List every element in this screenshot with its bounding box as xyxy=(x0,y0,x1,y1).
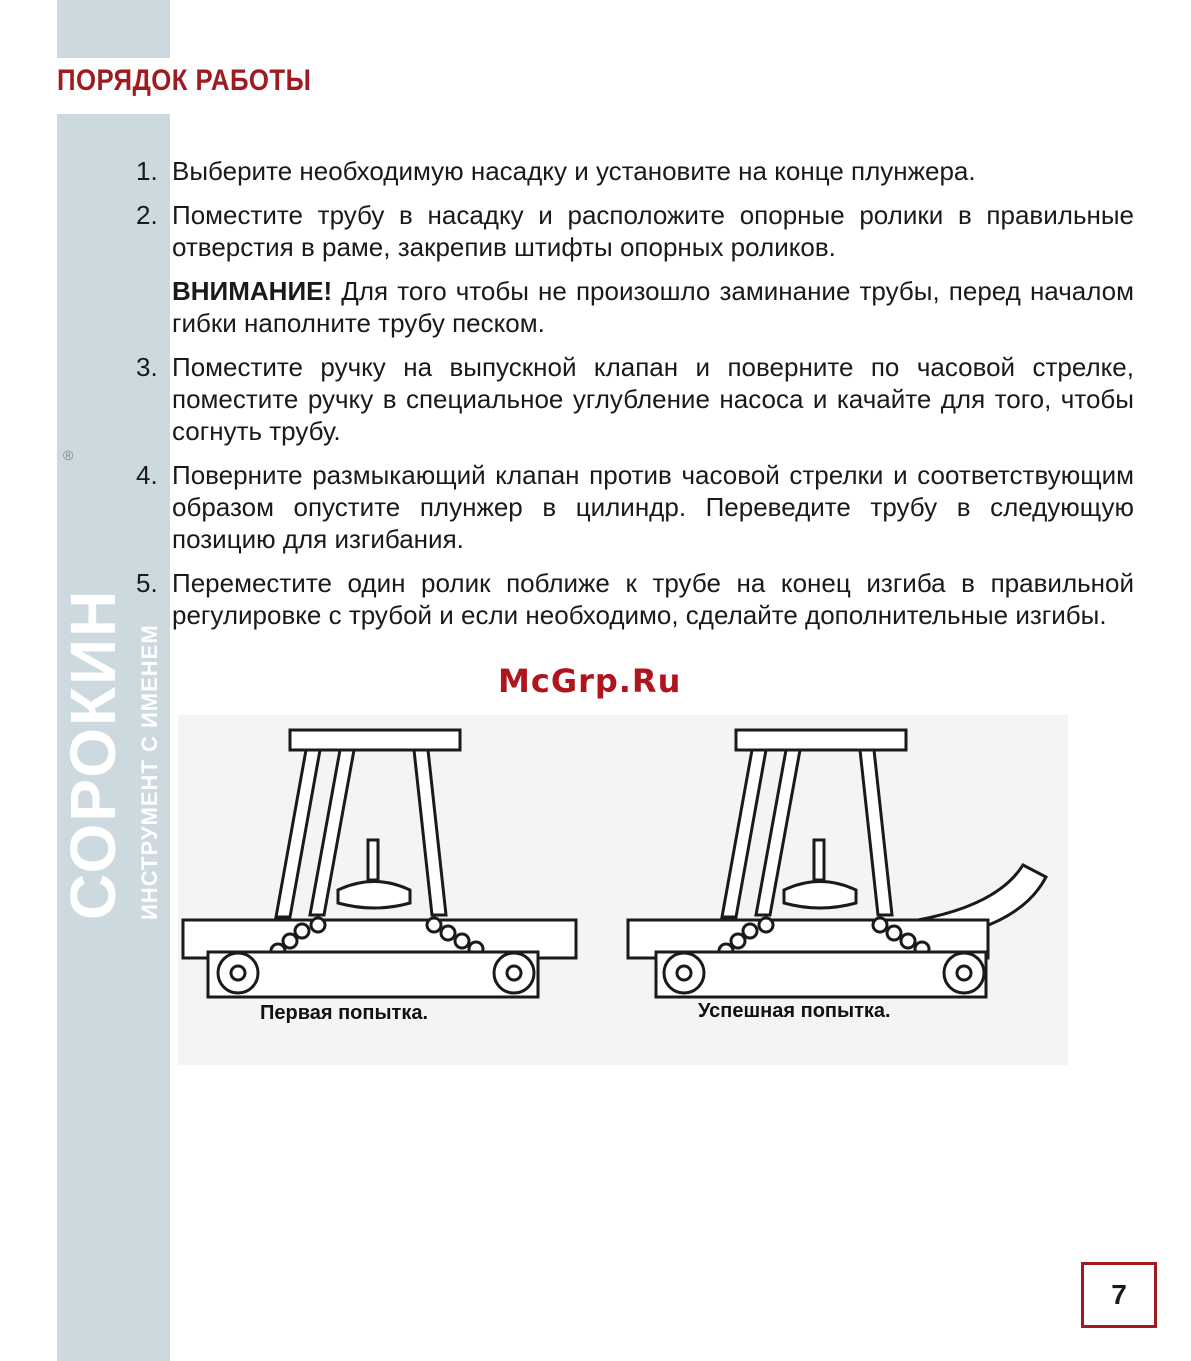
roller-hole xyxy=(731,934,745,948)
step-4 xyxy=(132,459,1134,555)
brand-name: СОРОКИН xyxy=(57,588,129,920)
step-number: 5. xyxy=(136,568,158,598)
roller-hole xyxy=(427,918,441,932)
roller-axle xyxy=(231,966,245,980)
registered-mark: ® xyxy=(63,447,74,463)
step-text: Поместите трубу в насадку и расположите опорные ролики в правильные отверстия в раме, закрепив штифты опорных роликов. xyxy=(172,200,1134,262)
top-bar xyxy=(290,730,460,750)
step-5 xyxy=(132,567,1134,631)
roller-axle xyxy=(507,966,521,980)
plunger xyxy=(814,840,824,880)
instructions xyxy=(132,155,1134,643)
watermark: McGrp.Ru xyxy=(498,662,682,700)
roller-hole xyxy=(887,926,901,940)
caption-successful-attempt: Успешная попытка. xyxy=(698,1000,891,1022)
step-number: 4. xyxy=(136,460,158,490)
roller-hole xyxy=(759,918,773,932)
step-text: Поверните размыкающий клапан против часовой стрелки и соответствующим образом опустите плунжер в цилиндр. Переведите трубу в следующую позицию для изгибания. xyxy=(172,460,1134,554)
step-text: Переместите один ролик поближе к трубе на конец изгиба в правильной регулировке с трубой и если необходимо, сделайте дополнительные изгибы. xyxy=(172,568,1134,630)
roller-hole xyxy=(295,924,309,938)
warning-note xyxy=(132,275,1134,339)
pipe-bender-illustration xyxy=(178,715,1068,1065)
step-number: 3. xyxy=(136,352,158,382)
bending-shoe xyxy=(784,882,856,909)
bending-shoe xyxy=(338,882,410,909)
roller-hole xyxy=(901,934,915,948)
roller-hole xyxy=(455,934,469,948)
warning-text: Для того чтобы не произошло заминание трубы, перед началом гибки наполните трубу песком. xyxy=(172,276,1134,338)
step-2 xyxy=(132,199,1134,263)
base-lower xyxy=(656,952,986,997)
step-text: Поместите ручку на выпускной клапан и поверните по часовой стрелке, поместите ручку в специальное углубление насоса и качайте для того, чтобы согнуть трубу. xyxy=(172,352,1134,446)
roller-hole xyxy=(441,926,455,940)
roller-hole xyxy=(873,918,887,932)
roller-axle xyxy=(677,966,691,980)
page-title: ПОРЯДОК РАБОТЫ xyxy=(57,64,312,97)
step-number: 2. xyxy=(136,200,158,230)
roller-hole xyxy=(311,918,325,932)
page-number: 7 xyxy=(1081,1262,1157,1328)
caption-first-attempt: Первая попытка. xyxy=(260,1002,429,1024)
top-bar xyxy=(736,730,906,750)
warning-label: ВНИМАНИЕ! xyxy=(172,276,333,306)
plunger xyxy=(368,840,378,880)
roller-axle xyxy=(957,966,971,980)
roller-hole xyxy=(283,934,297,948)
step-3 xyxy=(132,351,1134,447)
step-text: Выберите необходимую насадку и установите на конце плунжера. xyxy=(172,156,976,186)
step-number: 1. xyxy=(136,156,158,186)
brand-tagline: ИНСТРУМЕНТ С ИМЕНЕМ xyxy=(137,624,162,920)
step-1 xyxy=(132,155,1134,187)
roller-hole xyxy=(743,924,757,938)
